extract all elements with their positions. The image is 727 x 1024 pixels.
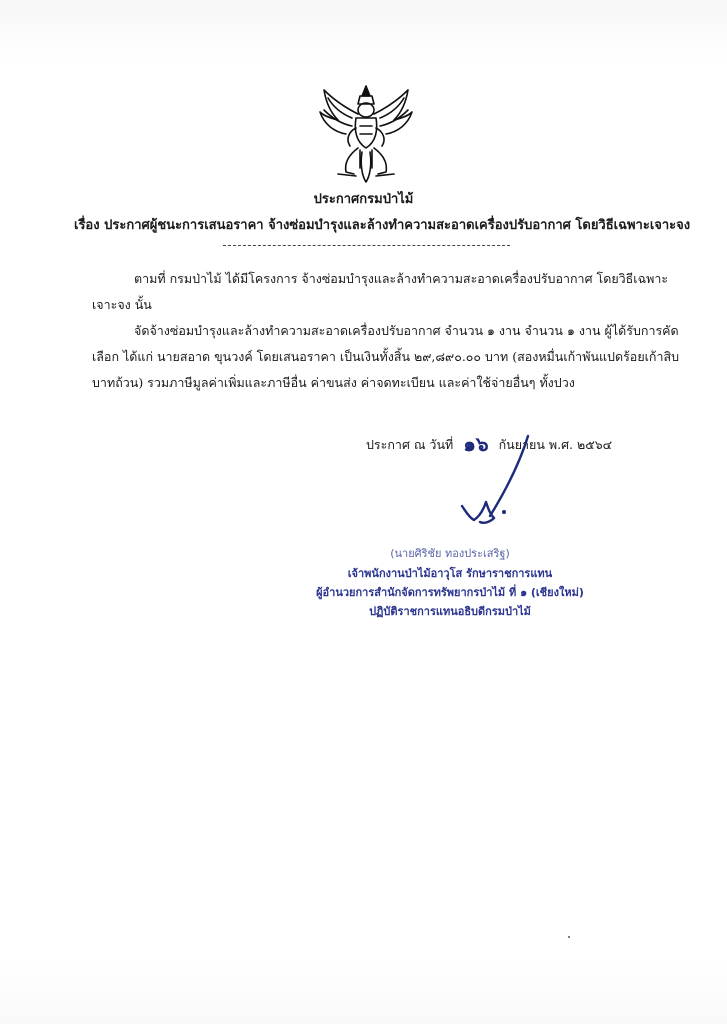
document-subject: เรื่อง ประกาศผู้ชนะการเสนอราคา จ้างซ่อมบำรุงและล้างทำความสะอาดเครื่องปรับอากาศ โดยวิธีเฉพาะเจาะจง bbox=[74, 218, 691, 233]
body-paragraph-1: ตามที่ กรมป่าไม้ ได้มีโครงการ จ้างซ่อมบำรุงและล้างทำความสะอาดเครื่องปรับอากาศ โดยวิธีเฉพาะเจาะจง นั้น bbox=[92, 271, 669, 312]
handwritten-signature-icon bbox=[440, 432, 550, 542]
signer-position-1: เจ้าพนักงานป่าไม้อาวุโส รักษาราชการแทน bbox=[347, 567, 553, 580]
signer-name: (นายศิริชัย ทองประเสริฐ) bbox=[390, 547, 510, 560]
signature-block bbox=[300, 544, 600, 621]
body-paragraph-2: จัดจ้างซ่อมบำรุงและล้างทำความสะอาดเครื่องปรับอากาศ จำนวน ๑ งาน จำนวน ๑ งาน ผู้ได้รับการคัดเลือก ได้แก่ นายสอาด ขุนวงค์ โดยเสนอราคา เป็นเงินทั้งสิ้น ๒๙,๘๙๐.๐๐ บาท (สองหมื่นเก้าพันแปดร้อยเก้าสิบบาทถ้วน) รวมภาษีมูลค่าเพิ่มและภาษีอื่น ค่าขนส่ง ค่าจดทะเบียน และค่าใช้จ่ายอื่นๆ ทั้งปวง bbox=[92, 323, 680, 390]
scan-speck bbox=[568, 936, 570, 938]
date-month-year: กันยายน พ.ศ. ๒๕๖๔ bbox=[498, 437, 613, 452]
signer-position-2: ผู้อำนวยการสำนักจัดการทรัพยากรป่าไม้ ที่ ๑ (เชียงใหม่) bbox=[316, 586, 584, 599]
garuda-emblem-icon bbox=[316, 82, 416, 184]
divider-line bbox=[223, 245, 510, 246]
date-day: ๑๖ bbox=[463, 432, 489, 456]
document-title: ประกาศกรมป่าไม้ bbox=[313, 192, 414, 207]
signer-position-3: ปฏิบัติราชการแทนอธิบดีกรมป่าไม้ bbox=[369, 605, 531, 618]
date-prefix: ประกาศ ณ วันที่ bbox=[366, 437, 454, 452]
